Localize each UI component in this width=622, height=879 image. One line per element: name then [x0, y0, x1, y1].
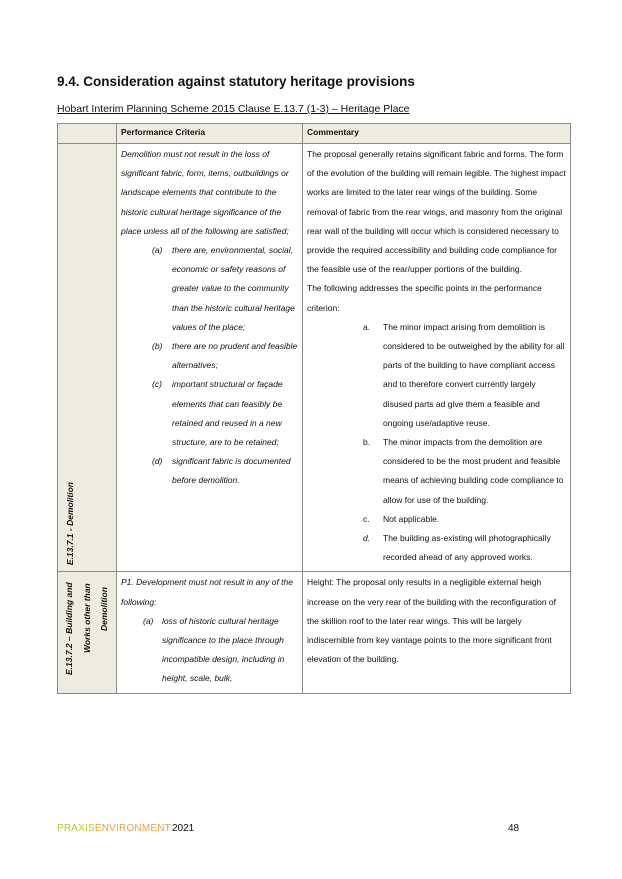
- list-text: there are no prudent and feasible alternatives;: [172, 341, 298, 371]
- list-item: [121, 452, 298, 490]
- commentary-paragraph: The following addresses the specific points in the performance criterion:: [307, 283, 542, 313]
- commentary-list: [307, 318, 566, 568]
- list-marker: a.: [363, 321, 371, 332]
- clause-label-line3: Demolition: [99, 587, 109, 632]
- header-commentary: Commentary: [303, 124, 571, 144]
- criteria-cell: [117, 144, 303, 572]
- page-number: 48: [508, 823, 520, 834]
- commentary-cell: [303, 572, 571, 693]
- list-marker: (d): [152, 456, 163, 467]
- commentary-cell: [303, 144, 571, 572]
- section-heading: 9.4. Consideration against statutory heritage provisions: [57, 74, 415, 89]
- list-text: The building as-existing will photographically recorded ahead of any approved works.: [383, 533, 551, 563]
- brand-part1: PRAXIS: [57, 823, 95, 834]
- footer-year: 2021: [172, 823, 195, 834]
- commentary-paragraph: Height: The proposal only results in a negligible external heigh increase on the very rear of the building with the reconfiguration of the skillion roof to the later rear wings. This will be largely indiscernible from key vantage points to the more significant front elevation of the building.: [307, 577, 557, 665]
- clause-label-line1: E.13.7.2 – Building and: [64, 583, 74, 676]
- list-item: [307, 510, 566, 529]
- clause-subheading: Hobart Interim Planning Scheme 2015 Clause E.13.7 (1-3) – Heritage Place: [57, 103, 410, 115]
- list-text: Not applicable.: [383, 513, 440, 524]
- list-marker: (a): [152, 245, 163, 256]
- list-text: loss of historic cultural heritage significance to the place through incompatible design, including in height, scale, bulk,: [162, 615, 285, 684]
- list-marker: c.: [363, 513, 370, 524]
- footer-brand: [57, 823, 171, 834]
- list-item: [121, 612, 298, 689]
- list-item: [307, 529, 566, 567]
- list-item: [121, 375, 298, 452]
- table-row: [58, 144, 571, 572]
- list-item: [121, 337, 298, 375]
- list-marker: (c): [152, 379, 162, 390]
- criteria-list: [121, 241, 298, 491]
- header-performance-criteria: Performance Criteria: [117, 124, 303, 144]
- clause-cell-building-works: [58, 572, 117, 693]
- list-text: significant fabric is documented before demolition.: [172, 456, 291, 486]
- table-header-row: [58, 124, 571, 144]
- list-marker: (b): [152, 341, 163, 352]
- criteria-intro: Demolition must not result in the loss of significant fabric, form, items, outbuildings or landscape elements that contribute to the historic cultural heritage significance of the place unless all of the following are satisfied;: [121, 149, 289, 236]
- list-item: [121, 241, 298, 337]
- clause-label-line2: Works other than: [82, 583, 92, 654]
- list-text: there are, environmental, social, economic or safety reasons of greater value to the community than the historic cultural heritage values of the place;: [172, 245, 295, 332]
- clause-cell-demolition: [58, 144, 117, 572]
- table-row: [58, 572, 571, 693]
- criteria-intro: P1. Development must not result in any of the following:: [121, 577, 293, 607]
- list-text: The minor impacts from the demolition are considered to be the most prudent and feasible means of achieving building code compliance to allow for use of the building.: [383, 437, 564, 505]
- criteria-list: [121, 612, 298, 689]
- list-marker: d.: [363, 533, 371, 544]
- heritage-table: [57, 123, 571, 694]
- list-marker: (a): [143, 615, 154, 626]
- header-clause-cell: [58, 124, 117, 144]
- criteria-cell: [117, 572, 303, 693]
- commentary-paragraph: The proposal generally retains significant fabric and forms. The form of the evolution of the building will remain legible. The highest impact works are limited to the later rear wings of the building. Some removal of fabric from the rear wings, and masonry from the original rear wall of the building will occur which is considered necessary to provide the required accessibility and building code compliance for the feasible use of the rear/upper portions of the building.: [307, 149, 566, 275]
- brand-part2: ENVIRONMENT: [94, 823, 171, 834]
- list-text: The minor impact arising from demolition is considered to be outweighed by the ability for all parts of the building to have compliant access and to therefore convert currently largely disused parts ad give them a feasible and ongoing use/adaptive reuse.: [383, 321, 565, 428]
- list-item: [307, 433, 566, 510]
- list-text: important structural or façade elements that can feasibly be retained and reused in a new structure, are to be retained;: [172, 379, 283, 448]
- list-marker: b.: [363, 437, 371, 448]
- list-item: [307, 318, 566, 433]
- clause-label: E.13.7.1 - Demolition: [65, 482, 75, 566]
